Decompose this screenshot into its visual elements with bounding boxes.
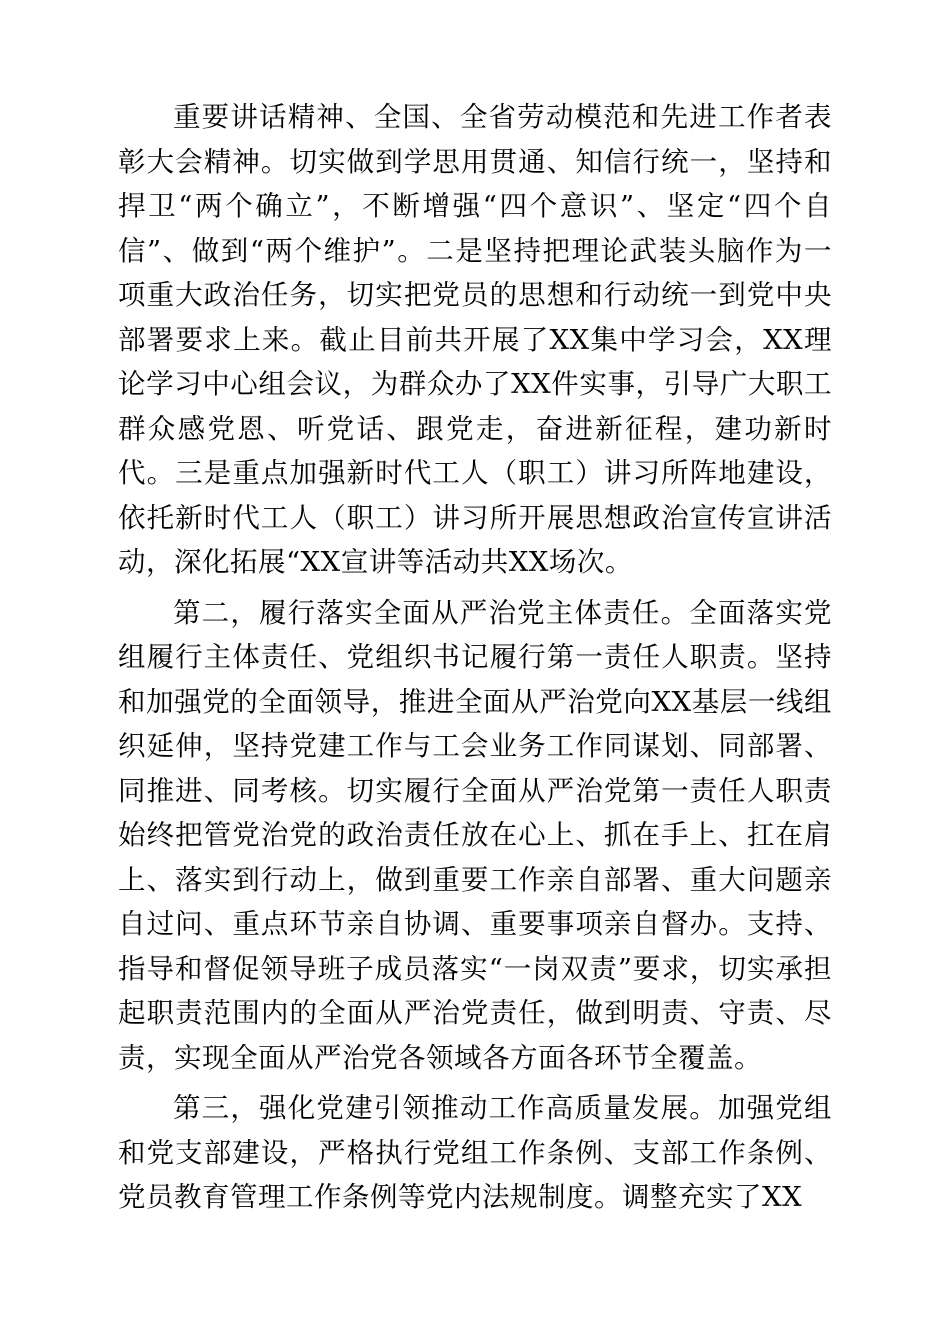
paragraph-3: 第三，强化党建引领推动工作高质量发展。加强党组和党支部建设，严格执行党组工作条例、支部工作条例、党员教育管理工作条例等党内法规制度。调整充实了XX [118, 1092, 832, 1213]
document-body [118, 95, 832, 1220]
paragraph-2: 第二，履行落实全面从严治党主体责任。全面落实党组履行主体责任、党组织书记履行第一责任人职责。坚持和加强党的全面领导，推进全面从严治党向XX基层一线组织延伸，坚持党建工作与工会业务工作同谋划、同部署、同推进、同考核。切实履行全面从严治党第一责任人职责始终把管党治党的政治责任放在心上、抓在手上、扛在肩上、落实到行动上，做到重要工作亲自部署、重大问题亲自过问、重点环节亲自协调、重要事项亲自督办。支持、指导和督促领导班子成员落实“一岗双责”要求，切实承担起职责范围内的全面从严治党责任，做到明责、守责、尽责，实现全面从严治党各领域各方面各环节全覆盖。 [118, 596, 832, 1074]
paragraph-1: 重要讲话精神、全国、全省劳动模范和先进工作者表彰大会精神。切实做到学思用贯通、知信行统一，坚持和捍卫“两个确立”，不断增强“四个意识”、坚定“四个自信”、做到“两个维护”。二是坚持把理论武装头脑作为一项重大政治任务，切实把党员的思想和行动统一到党中央部署要求上来。截止目前共开展了XX集中学习会，XX理论学习中心组会议，为群众办了XX件实事，引导广大职工群众感党恩、听党话、跟党走，奋进新征程，建功新时代。三是重点加强新时代工人（职工）讲习所阵地建设，依托新时代工人（职工）讲习所开展思想政治宣传宣讲活动，深化拓展“XX宣讲等活动共XX场次。 [118, 101, 832, 578]
